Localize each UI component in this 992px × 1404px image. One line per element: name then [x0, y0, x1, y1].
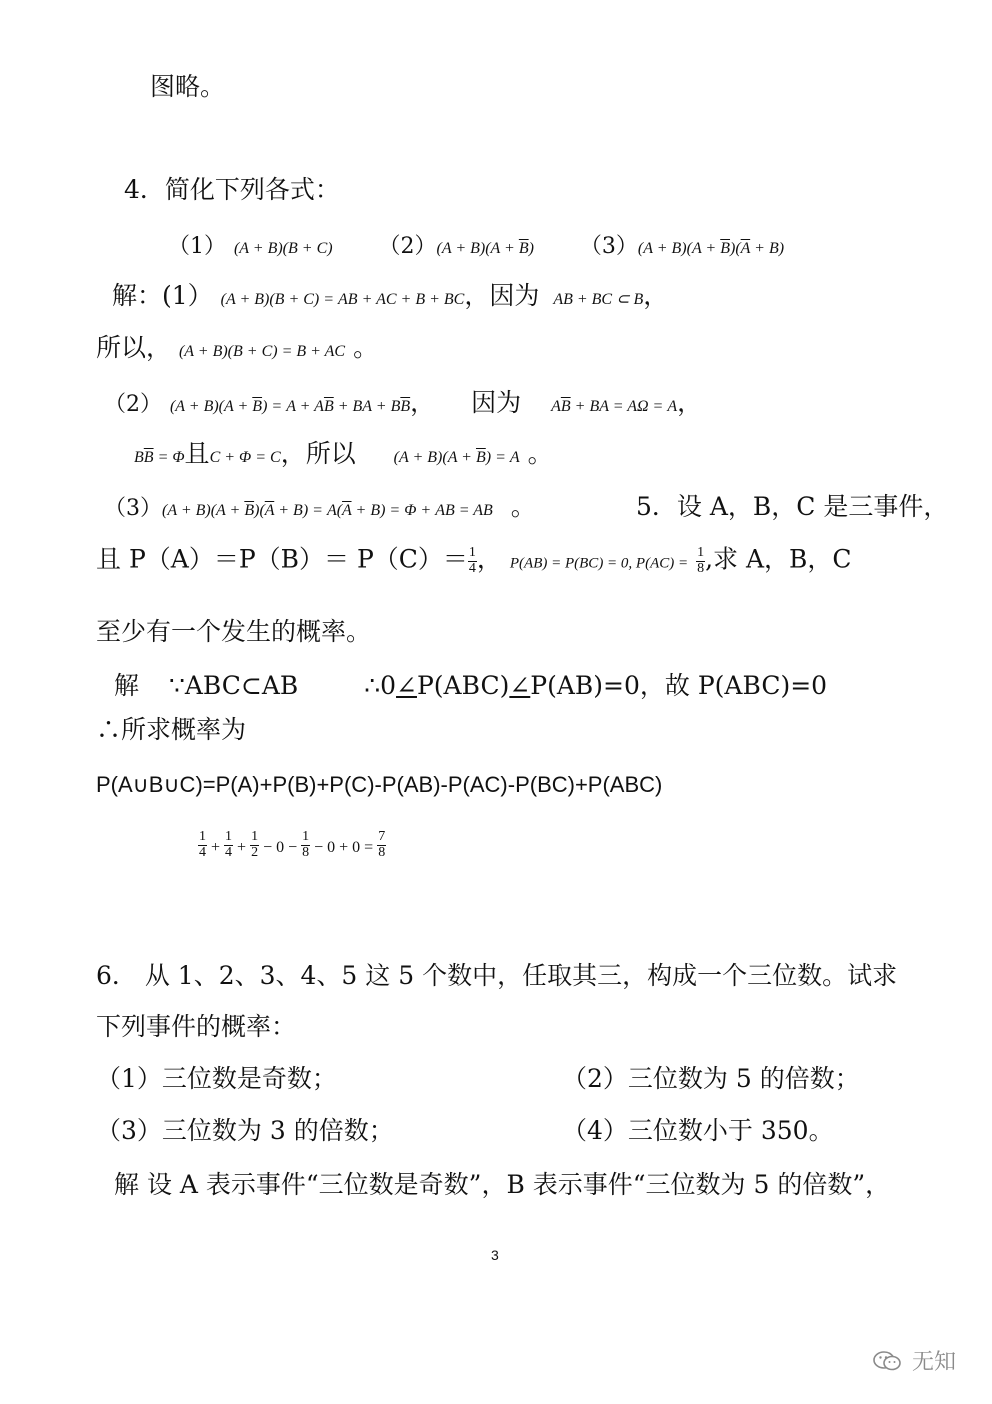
solution-5-therefore: ∴所求概率为: [96, 715, 247, 744]
solution-4-2: （2） $(A + B)(A + \overline{B}) = A + A\overline{B}$ + BA + $B\overline{B}$， 因为 $A\overline{B}$ + BA = AΩ = A，: [104, 388, 703, 417]
calculation: [198, 830, 386, 860]
question-5-conditions: 且 P（A）＝P（B）＝ P（C）＝ $\frac{1}{4}$ ， P(AB) = P(BC) = 0, P(AC) = $\frac{1}{8}$ ,求 A，B，C: [96, 544, 852, 576]
operator: − 0 + 0 =: [314, 838, 374, 856]
math-expression: $(A + B)(A + \overline{B})(\overline{A} + B)$: [637, 240, 785, 257]
union-probability-formula: P(A∪B∪C)=P(A)+P(B)+P(C)-P(AB)-P(AC)-P(BC)+P(ABC): [96, 772, 663, 797]
fraction: $\frac{1}{8}$: [302, 829, 310, 860]
solution-4-1: 解：(1） (A + B)(B + C) = AB + AC + B + BC，因为 AB + BC ⊂ B，: [112, 281, 669, 310]
solution-4-3: $(3)(A + B)(A + \overline{B})(\overline{A} + B) = A(\overline{A} + B) = \Phi$ + AB = AB 。: [104, 492, 536, 521]
question-6-item-4: （4）三位数小于 350。: [562, 1116, 834, 1145]
watermark-text: 无知: [912, 1350, 957, 1375]
question-5-prompt: 至少有一个发生的概率。: [96, 617, 372, 646]
solution-4-2-continued: $B\overline{B} = \Phi$且C + Φ = C，所以 $(A + B)(A + \overline{B}) = A$ 。: [134, 439, 553, 468]
question-5-title: 5．设 A，B，C 是三事件，: [636, 492, 949, 521]
question-6-item-1: （1）三位数是奇数；: [96, 1064, 337, 1093]
solution-5: 解 ∵ABC⊂AB ∴0∠P(ABC)∠P(AB)=0，故 P(ABC)=0: [114, 671, 828, 700]
part-label: （1）: [168, 234, 226, 259]
fraction: $\frac{1}{4}$: [468, 545, 476, 576]
wechat-icon: [872, 1350, 904, 1372]
fraction: $\frac{1}{2}$: [251, 829, 259, 860]
question-6-line-2: 下列事件的概率：: [96, 1012, 297, 1041]
fraction: $\frac{1}{8}$: [697, 545, 705, 576]
solution-6: 解 设 A 表示事件“三位数是奇数”，B 表示事件“三位数为 5 的倍数”，: [114, 1170, 891, 1199]
solution-4-1-conclusion: 所以， (A + B)(B + C) = B + AC 。: [96, 333, 379, 362]
text-line: 图略。: [150, 72, 226, 101]
operator: − 0 −: [263, 838, 298, 856]
page-number: 3: [491, 1247, 499, 1263]
operator: +: [237, 838, 247, 856]
operator: +: [211, 838, 221, 856]
part-label: （3）: [579, 234, 638, 259]
question-6-item-3: （3）三位数为 3 的倍数；: [96, 1116, 394, 1145]
fraction: $\frac{1}{4}$: [225, 829, 233, 860]
part-label: （2）: [378, 234, 437, 259]
math-expression: (A + B)(B + C): [233, 240, 333, 257]
math-expression: $(A + B)(A + \overline{B})$: [436, 240, 534, 257]
question-4-title: 4．简化下列各式：: [124, 175, 340, 204]
question-4-parts: [168, 232, 784, 258]
question-6-line-1: 6． 从 1、2、3、4、5 这 5 个数中，任取其三，构成一个三位数。试求: [96, 961, 898, 990]
question-6-item-2: （2）三位数为 5 的倍数；: [562, 1064, 860, 1093]
fraction: $\frac{7}{8}$: [378, 829, 386, 860]
fraction: $\frac{1}{4}$: [199, 829, 206, 860]
